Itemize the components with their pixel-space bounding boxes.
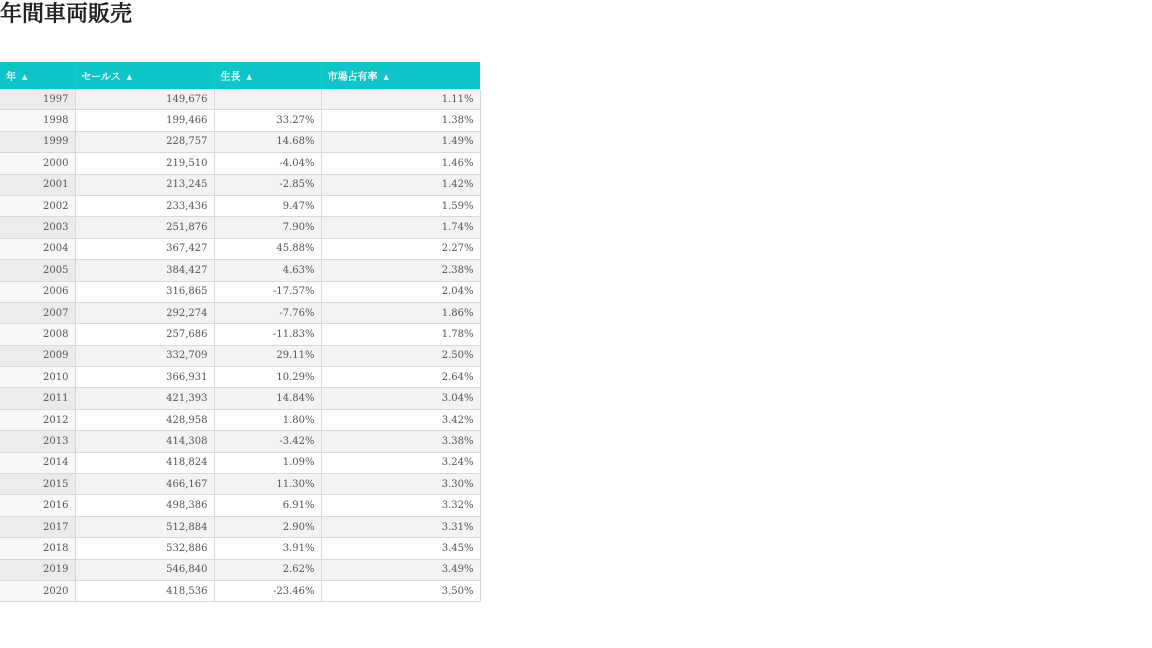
cell-market-share: 3.32%	[321, 495, 480, 516]
column-header-label: 生長	[220, 72, 241, 83]
cell-growth: 3.91%	[214, 538, 321, 559]
cell-market-share: 1.42%	[321, 174, 480, 195]
cell-sales: 257,686	[75, 324, 214, 345]
cell-year: 2009	[0, 345, 75, 366]
cell-growth: -3.42%	[214, 431, 321, 452]
column-header-market-share[interactable]	[321, 62, 480, 89]
cell-year: 2015	[0, 474, 75, 495]
cell-market-share: 2.64%	[321, 367, 480, 388]
cell-growth: 9.47%	[214, 195, 321, 216]
cell-year: 2018	[0, 538, 75, 559]
table-row	[0, 367, 480, 388]
cell-market-share: 1.86%	[321, 302, 480, 323]
cell-market-share: 3.49%	[321, 559, 480, 580]
cell-sales: 332,709	[75, 345, 214, 366]
cell-sales: 498,386	[75, 495, 214, 516]
cell-growth: -23.46%	[214, 580, 321, 601]
cell-market-share: 2.27%	[321, 238, 480, 259]
cell-market-share: 3.50%	[321, 580, 480, 601]
cell-sales: 213,245	[75, 174, 214, 195]
cell-growth	[214, 89, 321, 110]
column-header-growth[interactable]	[214, 62, 321, 89]
cell-year: 2019	[0, 559, 75, 580]
cell-market-share: 1.11%	[321, 89, 480, 110]
cell-sales: 546,840	[75, 559, 214, 580]
table-header-row	[0, 62, 480, 89]
sort-ascending-icon: ▲	[383, 72, 389, 81]
cell-sales: 421,393	[75, 388, 214, 409]
cell-growth: 4.63%	[214, 260, 321, 281]
column-header-year[interactable]	[0, 62, 75, 89]
cell-market-share: 2.50%	[321, 345, 480, 366]
cell-market-share: 1.59%	[321, 195, 480, 216]
cell-sales: 532,886	[75, 538, 214, 559]
cell-sales: 418,824	[75, 452, 214, 473]
cell-market-share: 3.24%	[321, 452, 480, 473]
cell-year: 2016	[0, 495, 75, 516]
cell-market-share: 1.46%	[321, 153, 480, 174]
cell-year: 1997	[0, 89, 75, 110]
cell-growth: 29.11%	[214, 345, 321, 366]
page-title: 年間車両販売	[0, 2, 133, 27]
cell-sales: 292,274	[75, 302, 214, 323]
cell-year: 2010	[0, 367, 75, 388]
cell-sales: 512,884	[75, 516, 214, 537]
table-row	[0, 302, 480, 323]
cell-year: 2006	[0, 281, 75, 302]
cell-growth: 2.62%	[214, 559, 321, 580]
cell-growth: -4.04%	[214, 153, 321, 174]
table-body	[0, 89, 480, 602]
cell-market-share: 2.38%	[321, 260, 480, 281]
cell-year: 2005	[0, 260, 75, 281]
cell-market-share: 1.38%	[321, 110, 480, 131]
table-row	[0, 131, 480, 152]
cell-sales: 367,427	[75, 238, 214, 259]
table-row	[0, 281, 480, 302]
cell-market-share: 3.30%	[321, 474, 480, 495]
cell-year: 1998	[0, 110, 75, 131]
cell-year: 2007	[0, 302, 75, 323]
cell-sales: 316,865	[75, 281, 214, 302]
cell-growth: 14.84%	[214, 388, 321, 409]
cell-sales: 418,536	[75, 580, 214, 601]
cell-year: 2013	[0, 431, 75, 452]
cell-growth: 14.68%	[214, 131, 321, 152]
cell-market-share: 3.04%	[321, 388, 480, 409]
cell-year: 2008	[0, 324, 75, 345]
table-row	[0, 431, 480, 452]
sort-ascending-icon: ▲	[126, 72, 132, 81]
column-header-sales[interactable]	[75, 62, 214, 89]
sort-ascending-icon: ▲	[22, 72, 28, 81]
cell-market-share: 1.78%	[321, 324, 480, 345]
sort-ascending-icon: ▲	[246, 72, 252, 81]
table-row	[0, 174, 480, 195]
cell-growth: -7.76%	[214, 302, 321, 323]
cell-year: 2020	[0, 580, 75, 601]
table-row	[0, 153, 480, 174]
cell-market-share: 3.42%	[321, 409, 480, 430]
cell-growth: 45.88%	[214, 238, 321, 259]
table-row	[0, 89, 480, 110]
table-row	[0, 260, 480, 281]
cell-year: 2011	[0, 388, 75, 409]
cell-year: 2014	[0, 452, 75, 473]
cell-growth: 7.90%	[214, 217, 321, 238]
cell-year: 2017	[0, 516, 75, 537]
cell-growth: -17.57%	[214, 281, 321, 302]
table-row	[0, 409, 480, 430]
cell-year: 2000	[0, 153, 75, 174]
cell-market-share: 1.49%	[321, 131, 480, 152]
table-row	[0, 195, 480, 216]
cell-growth: 10.29%	[214, 367, 321, 388]
cell-growth: -2.85%	[214, 174, 321, 195]
table-row	[0, 538, 480, 559]
table-row	[0, 452, 480, 473]
cell-year: 2004	[0, 238, 75, 259]
table-row	[0, 516, 480, 537]
cell-sales: 219,510	[75, 153, 214, 174]
cell-year: 2002	[0, 195, 75, 216]
table-row	[0, 217, 480, 238]
cell-growth: 1.80%	[214, 409, 321, 430]
cell-growth: 11.30%	[214, 474, 321, 495]
column-header-label: 年	[6, 72, 16, 83]
table-row	[0, 559, 480, 580]
cell-growth: 33.27%	[214, 110, 321, 131]
cell-year: 1999	[0, 131, 75, 152]
table-row	[0, 388, 480, 409]
cell-sales: 149,676	[75, 89, 214, 110]
cell-sales: 233,436	[75, 195, 214, 216]
table-row	[0, 580, 480, 601]
cell-growth: 1.09%	[214, 452, 321, 473]
cell-market-share: 2.04%	[321, 281, 480, 302]
cell-year: 2003	[0, 217, 75, 238]
table-row	[0, 324, 480, 345]
cell-year: 2012	[0, 409, 75, 430]
cell-market-share: 3.45%	[321, 538, 480, 559]
cell-sales: 428,958	[75, 409, 214, 430]
column-header-label: セールス	[81, 72, 121, 83]
column-header-label: 市場占有率	[327, 72, 378, 83]
cell-market-share: 3.38%	[321, 431, 480, 452]
vehicle-sales-table	[0, 62, 481, 602]
table-row	[0, 495, 480, 516]
table-row	[0, 345, 480, 366]
cell-market-share: 1.74%	[321, 217, 480, 238]
cell-growth: 6.91%	[214, 495, 321, 516]
table-row	[0, 110, 480, 131]
cell-sales: 199,466	[75, 110, 214, 131]
cell-sales: 466,167	[75, 474, 214, 495]
cell-growth: 2.90%	[214, 516, 321, 537]
cell-year: 2001	[0, 174, 75, 195]
cell-sales: 366,931	[75, 367, 214, 388]
table-row	[0, 474, 480, 495]
cell-sales: 414,308	[75, 431, 214, 452]
cell-sales: 384,427	[75, 260, 214, 281]
table-row	[0, 238, 480, 259]
cell-market-share: 3.31%	[321, 516, 480, 537]
cell-sales: 251,876	[75, 217, 214, 238]
cell-sales: 228,757	[75, 131, 214, 152]
cell-growth: -11.83%	[214, 324, 321, 345]
